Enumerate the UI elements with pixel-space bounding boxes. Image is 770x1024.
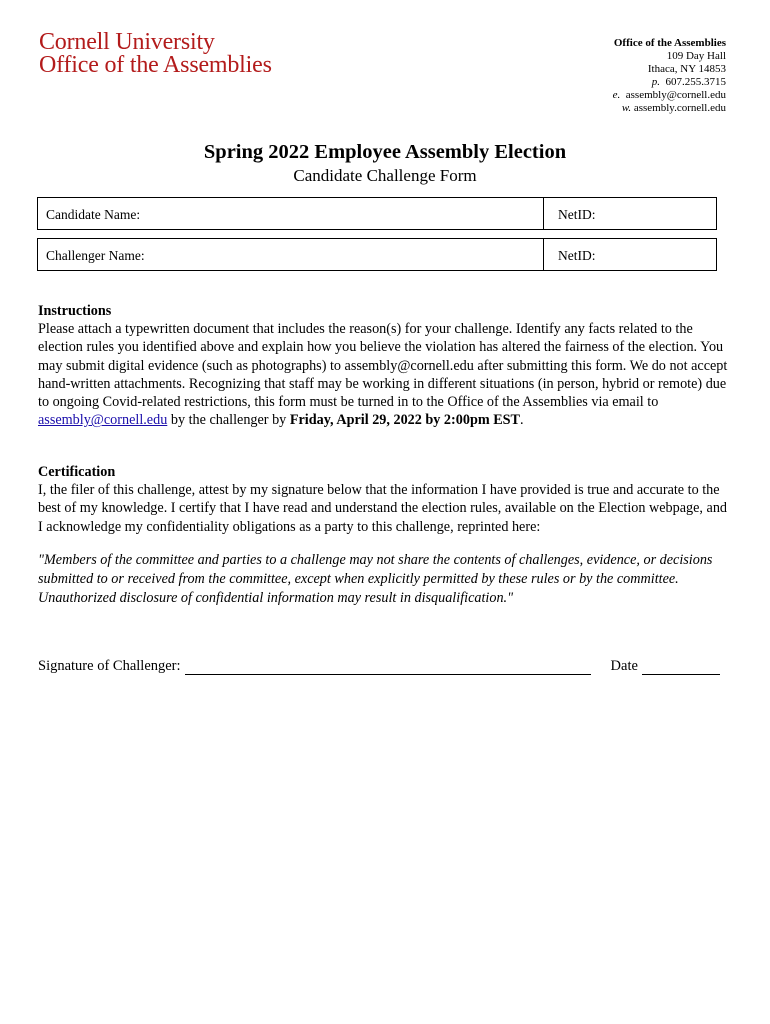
- date-line[interactable]: [642, 660, 720, 675]
- logo-line-office: Office of the Assemblies: [39, 52, 272, 78]
- challenger-row: [37, 238, 717, 271]
- phone-line: p. 607.255.3715: [651, 76, 726, 88]
- web-line: w. assembly.cornell.edu: [621, 102, 726, 114]
- deadline: Friday, April 29, 2022 by 2:00pm EST: [289, 412, 521, 429]
- candidate-netid-label: NetID:: [558, 207, 596, 222]
- confidentiality-quote: "Members of the committee and parties to a challenge may not share the contents of challenges, evidence, or decisions submitted to or received from the committee, except when explicitly permitted by these rules or by the committee. Unauthorized disclosure of confidential information may result in disqualification.": [38, 552, 713, 606]
- office-address-block: [613, 37, 726, 115]
- signature-line[interactable]: [185, 660, 591, 675]
- certification-body: I, the filer of this challenge, attest by my signature below that the information I have provided is true and accurate to the best of my knowledge. I certify that I have read and understand the election rules, available on the Election webpage, and I acknowledge my confidentiality obligations as a party to this challenge, reprinted here:: [38, 482, 728, 535]
- instructions-section: [38, 302, 728, 429]
- instructions-body: Please attach a typewritten document that includes the reason(s) for your challenge. Identify any facts related to the election rules you identified above and explain how you believe the violation has altered the fairness of the election. You may submit digital evidence (such as photographs) to assembly@cornell.edu after submitting this form. We do not accept hand-written attachments. Recognizing that staff may be working in different situations (in person, hybrid or remote) due to ongoing Covid-related restrictions, this form must be turned in to the Office of the Assemblies via email to assembly@cornell.edu by the challenger by Friday, April 29, 2022 by 2:00pm EST.: [38, 321, 728, 429]
- assembly-email-link[interactable]: assembly@cornell.edu: [38, 412, 168, 429]
- logo-line-university: Cornell University: [39, 29, 215, 55]
- candidate-name-label: Candidate Name:: [46, 207, 141, 222]
- candidate-row: [37, 197, 717, 230]
- signature-label: Signature of Challenger:: [38, 658, 181, 674]
- email-line: e. assembly@cornell.edu: [612, 89, 726, 101]
- candidate-name-field[interactable]: [38, 198, 544, 229]
- page-title: Spring 2022 Employee Assembly Election: [203, 141, 567, 163]
- challenger-name-label: Challenger Name:: [46, 248, 145, 263]
- challenger-name-field[interactable]: [38, 239, 544, 270]
- cornell-logo: [39, 31, 272, 77]
- address-line-2: Ithaca, NY 14853: [647, 63, 726, 75]
- instructions-heading: Instructions: [38, 303, 112, 319]
- office-name: Office of the Assemblies: [613, 37, 726, 49]
- certification-heading: Certification: [38, 464, 116, 480]
- signature-row: [38, 658, 728, 675]
- challenger-netid-label: NetID:: [558, 248, 596, 263]
- challenger-netid-field[interactable]: [544, 239, 716, 270]
- address-line-1: 109 Day Hall: [666, 50, 726, 62]
- candidate-netid-field[interactable]: [544, 198, 716, 229]
- certification-section: [38, 463, 728, 536]
- page-subtitle: Candidate Challenge Form: [293, 166, 477, 185]
- date-label: Date: [610, 658, 638, 674]
